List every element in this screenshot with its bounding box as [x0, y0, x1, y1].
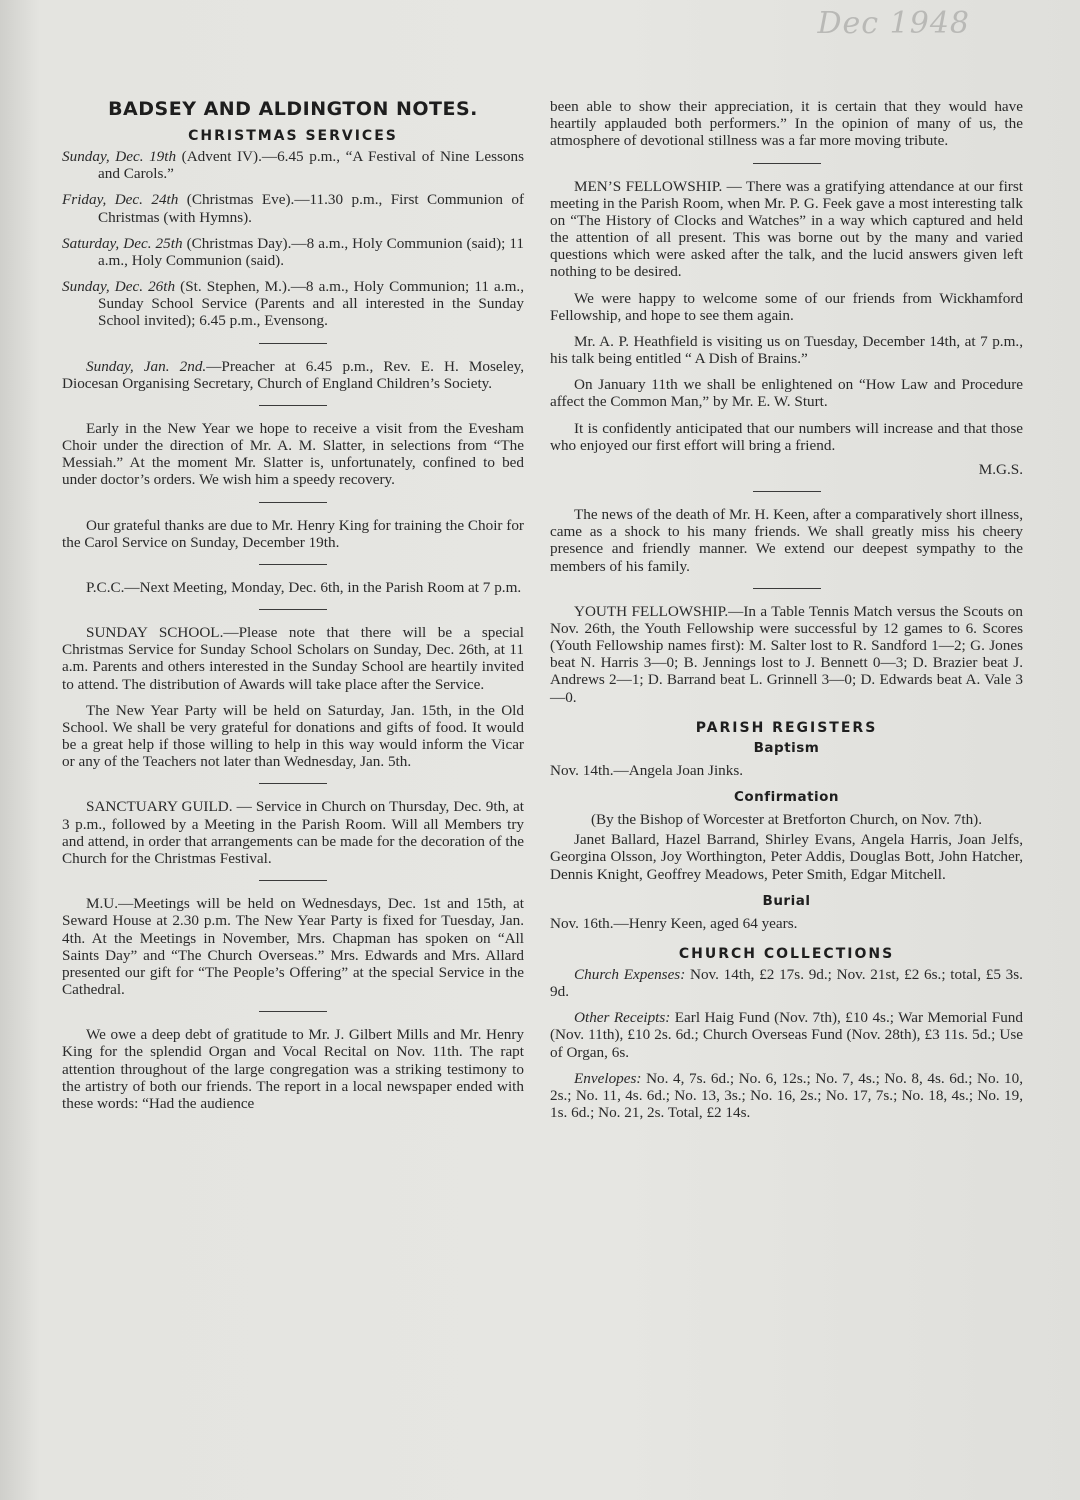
sunday-school-notice: SUNDAY SCHOOL.—Please note that there will be a special Christmas Service for Sunday School Scholars on Sunday, Dec. 26th, at 11 a.m. Parents and others interested in the Sunday School are heartily invited to attend. The distribution of Awards will take place after the Service. — [62, 624, 524, 693]
organ-recital-continued: been able to show their appreciation, it is certain that they would have heartily applauded both performers.” In the opinion of many of us, the atmosphere of devotional stillness was a far more moving tribute. — [550, 98, 1023, 150]
service-item: Sunday, Dec. 26th (St. Stephen, M.).—8 a.m., Holy Communion; 11 a.m., Sunday School Service (Parents and all interested in the Sunday School invited); 6.45 p.m., Evensong. — [62, 278, 524, 330]
right-column — [550, 98, 1023, 1130]
mu-notice: M.U.—Meetings will be held on Wednesdays, Dec. 1st and 15th, at Seward House at 2.30 p.m. The New Year Party is fixed for Tuesday, Jan. 4th. At the Meetings in November, Mrs. Chapman has spoken on “All Saints Day” and “The Church Overseas.” Mrs. Edwards and Mrs. Allard presented our gift for “The People’s Offering” at the special Service in the Cathedral. — [62, 895, 524, 999]
divider — [259, 609, 327, 610]
envelopes: Envelopes: No. 4, 7s. 6d.; No. 6, 12s.; No. 7, 4s.; No. 8, 4s. 6d.; No. 10, 2s.; No. 11, 4s. 6d.; No. 13, 3s.; No. 16, 2s.; No. 17, 7s.; No. 18, 4s.; No. 19, 1s. 6d.; No. 21, 2s. Total, £2 14s. — [550, 1069, 1023, 1122]
signature-initials: M.G.S. — [978, 460, 1023, 478]
youth-fellowship-notice: YOUTH FELLOWSHIP.—In a Table Tennis Match versus the Scouts on Nov. 26th, the Youth Fellowship were successful by 12 games to 6. Scores (Youth Fellowship names first): M. Salter lost to R. Sandford 1—2; G. Jones beat N. Harris 3—0; B. Jennings lost to J. Bennett 0—3; D. Brazier beat J. Andrews 2—1; D. Barrand beat L. Grinnell 3—0; D. Edwards beat A. Vale 3—0. — [550, 602, 1023, 706]
burial-heading: Burial — [762, 892, 811, 909]
parish-registers-heading: PARISH REGISTERS — [695, 719, 878, 736]
new-year-party-notice: The New Year Party will be held on Saturday, Jan. 15th, in the Old School. We shall be very grateful for donations and gifts of food. It would be a great help if those willing to help in this way would inform the Vicar or any of the Teachers not later than Wednesday, Jan. 5th. — [62, 701, 524, 771]
mens-fellowship-notice: It is confidently anticipated that our numbers will increase and that those who enjoyed our first effort will bring a friend. — [550, 419, 1023, 454]
sanctuary-guild-notice: SANCTUARY GUILD. — Service in Church on Thursday, Dec. 9th, at 3 p.m., followed by a Meeting in the Parish Room. Will all Members try and attend, in order that arrangements can be made for the decoration of the Church for the Christmas Festival. — [62, 798, 524, 867]
confirmation-note: (By the Bishop of Worcester at Bretforton Church, on Nov. 7th). — [590, 810, 983, 828]
baptism-entry: Nov. 14th.—Angela Joan Jinks. — [550, 761, 744, 779]
divider — [259, 1011, 327, 1012]
handwritten-date-annotation: Dec 1948 — [817, 6, 970, 41]
choir-thanks-notice: Our grateful thanks are due to Mr. Henry King for training the Choir for the Carol Service on Sunday, December 19th. — [62, 516, 524, 551]
left-column — [62, 98, 524, 1121]
mens-fellowship-notice: MEN’S FELLOWSHIP. — There was a gratifying attendance at our first meeting in the Parish Room, when Mr. P. G. Feek gave a most interesting talk on “The History of Clocks and Watches” in a way which captured and held the attention of all present. This was borne out by the many and varied questions which were asked after the talk, and the lucid answers given left nothing to be desired. — [550, 177, 1023, 281]
organ-recital-notice: We owe a deep debt of gratitude to Mr. J. Gilbert Mills and Mr. Henry King for the splendid Organ and Vocal Recital on Nov. 11th. The rapt attention throughout of the large congregation was a striking testimony to the artistry of both our friends. The report in a local newspaper ended with these words: “Had the audience — [62, 1026, 524, 1112]
church-expenses: Church Expenses: Nov. 14th, £2 17s. 9d.; Nov. 21st, £2 6s.; total, £5 3s. 9d. — [550, 965, 1023, 1001]
christmas-services-heading: CHRISTMAS SERVICES — [188, 128, 398, 144]
service-item: Saturday, Dec. 25th (Christmas Day).—8 a.m., Holy Communion (said); 11 a.m., Holy Communion (said). — [62, 234, 525, 269]
divider — [259, 502, 327, 503]
service-item: Sunday, Dec. 19th (Advent IV).—6.45 p.m., “A Festival of Nine Lessons and Carols.” — [62, 148, 524, 183]
mens-fellowship-notice: On January 11th we shall be enlightened on “How Law and Procedure affect the Common Man,” by Mr. E. W. Sturt. — [550, 376, 1023, 411]
burial-entry: Nov. 16th.—Henry Keen, aged 64 years. — [550, 914, 798, 932]
mens-fellowship-notice: Mr. A. P. Heathfield is visiting us on Tuesday, December 14th, at 7 p.m., his talk being entitled “ A Dish of Brains.” — [550, 332, 1023, 368]
confirmation-names: Janet Ballard, Hazel Barrand, Shirley Evans, Angela Harris, Joan Jelfs, Georgina Olsson, Joy Worthington, Peter Addis, Douglas Bott, John Hatcher, Dennis Knight, Geoffrey Meadows, Peter Smith, Edgar Mitchell. — [550, 831, 1023, 883]
divider — [753, 588, 821, 589]
divider — [259, 405, 327, 406]
baptism-heading: Baptism — [753, 739, 820, 756]
page-title: BADSEY AND ALDINGTON NOTES. — [108, 98, 478, 120]
evesham-choir-notice: Early in the New Year we hope to receive a visit from the Evesham Choir under the direction of Mr. A. M. Slatter, in selections from “The Messiah.” At the moment Mr. Slatter is, unfortunately, confined to bed under doctor’s orders. We wish him a speedy recovery. — [62, 419, 524, 489]
other-receipts: Other Receipts: Earl Haig Fund (Nov. 7th), £10 4s.; War Memorial Fund (Nov. 11th), £10 2s. 6d.; Church Overseas Fund (Nov. 28th), £3 11s. 5d.; Use of Organ, 6s. — [550, 1009, 1023, 1061]
church-collections-heading: CHURCH COLLECTIONS — [678, 945, 895, 962]
service-item: Friday, Dec. 24th (Christmas Eve).—11.30 p.m., First Communion of Christmas (with Hymns). — [62, 191, 524, 226]
jan2-notice: Sunday, Jan. 2nd.—Preacher at 6.45 p.m., Rev. E. H. Moseley, Diocesan Organising Secretary, Church of England Children’s Society. — [62, 357, 524, 392]
divider — [259, 343, 327, 344]
confirmation-heading: Confirmation — [733, 788, 840, 805]
divider — [753, 163, 821, 164]
obituary-notice: The news of the death of Mr. H. Keen, after a comparatively short illness, came as a shock to his many friends. We shall greatly miss his cheery presence and friendly manner. We extend our deepest sympathy to the members of his family. — [550, 506, 1023, 575]
divider — [753, 491, 821, 492]
pcc-notice: P.C.C.—Next Meeting, Monday, Dec. 6th, in the Parish Room at 7 p.m. — [86, 578, 522, 596]
divider — [259, 564, 327, 565]
divider — [259, 880, 327, 881]
divider — [259, 783, 327, 784]
mens-fellowship-notice: We were happy to welcome some of our friends from Wickhamford Fellowship, and hope to see them again. — [550, 289, 1023, 324]
